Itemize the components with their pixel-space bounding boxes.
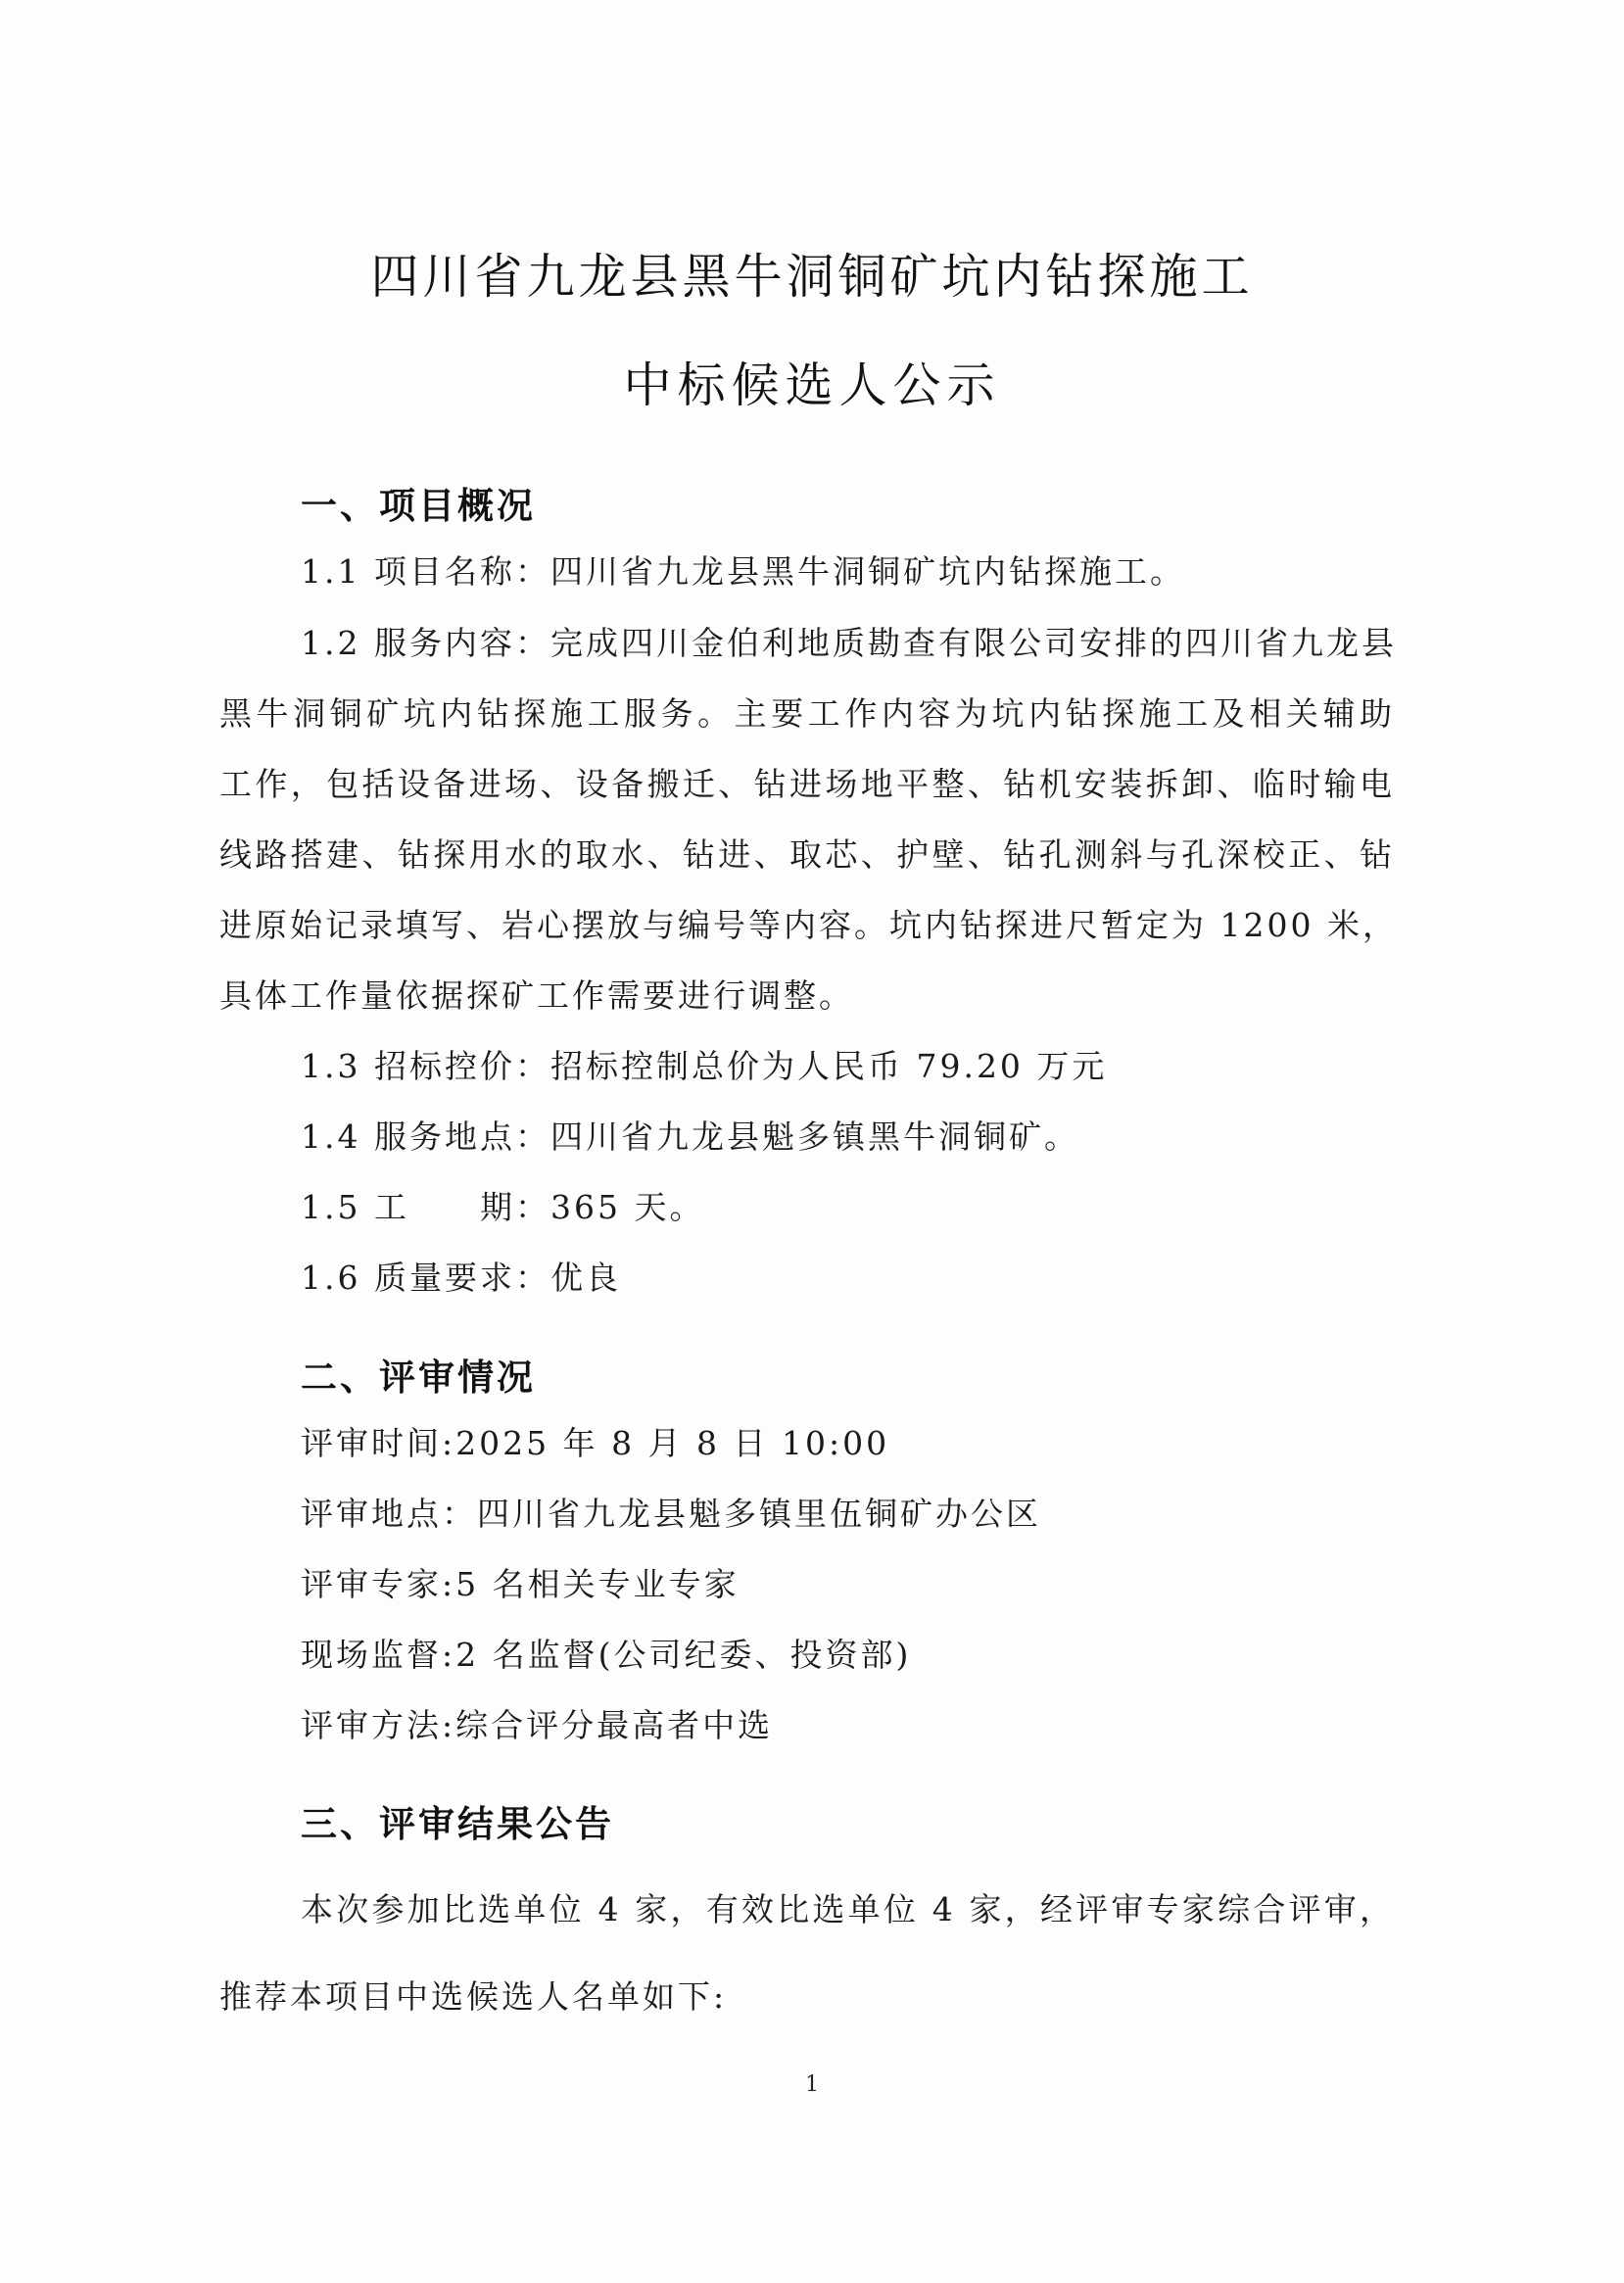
section1-heading: 一、项目概况: [301, 484, 536, 527]
service-content-line2: 黑牛洞铜矿坑内钻探施工服务。主要工作内容为坑内钻探施工及相关辅助: [219, 694, 1395, 733]
document-title-line1: 四川省九龙县黑牛洞铜矿坑内钻探施工: [370, 249, 1254, 305]
review-time: 评审时间:2025 年 8 月 8 日 10:00: [301, 1424, 890, 1462]
review-experts: 评审专家:5 名相关专业专家: [301, 1565, 740, 1603]
document-title-line2: 中标候选人公示: [623, 357, 1001, 413]
quality-requirement: 1.6 质量要求：优良: [301, 1259, 621, 1297]
section2-heading: 二、评审情况: [301, 1356, 536, 1399]
service-location: 1.4 服务地点：四川省九龙县魁多镇黑牛洞铜矿。: [301, 1118, 1079, 1156]
result-line2: 推荐本项目中选候选人名单如下:: [219, 1977, 728, 2016]
onsite-supervision: 现场监督:2 名监督(公司纪委、投资部): [301, 1636, 912, 1674]
service-content-line3: 工作，包括设备进场、设备搬迁、钻进场地平整、钻机安装拆卸、临时输电: [219, 765, 1395, 803]
construction-period: 1.5 工 期：365 天。: [301, 1188, 705, 1226]
service-content-line6: 具体工作量依据探矿工作需要进行调整。: [219, 976, 854, 1015]
review-place: 评审地点：四川省九龙县魁多镇里伍铜矿办公区: [301, 1495, 1041, 1533]
service-content-line1: 1.2 服务内容：完成四川金伯利地质勘查有限公司安排的四川省九龙县: [301, 624, 1397, 662]
review-method: 评审方法:综合评分最高者中选: [301, 1706, 774, 1744]
result-line1: 本次参加比选单位 4 家，有效比选单位 4 家，经评审专家综合评审，: [301, 1890, 1395, 1928]
page-number: 1: [805, 2072, 819, 2097]
tender-control-price: 1.3 招标控价：招标控制总价为人民币 79.20 万元: [301, 1047, 1108, 1085]
section3-heading: 三、评审结果公告: [301, 1802, 614, 1845]
service-content-line4: 线路搭建、钻探用水的取水、钻进、取芯、护壁、钻孔测斜与孔深校正、钻: [219, 835, 1395, 874]
project-name: 1.1 项目名称：四川省九龙县黑牛洞铜矿坑内钻探施工。: [301, 552, 1185, 591]
service-content-line5: 进原始记录填写、岩心摆放与编号等内容。坑内钻探进尺暂定为 1200 米，: [219, 906, 1398, 944]
